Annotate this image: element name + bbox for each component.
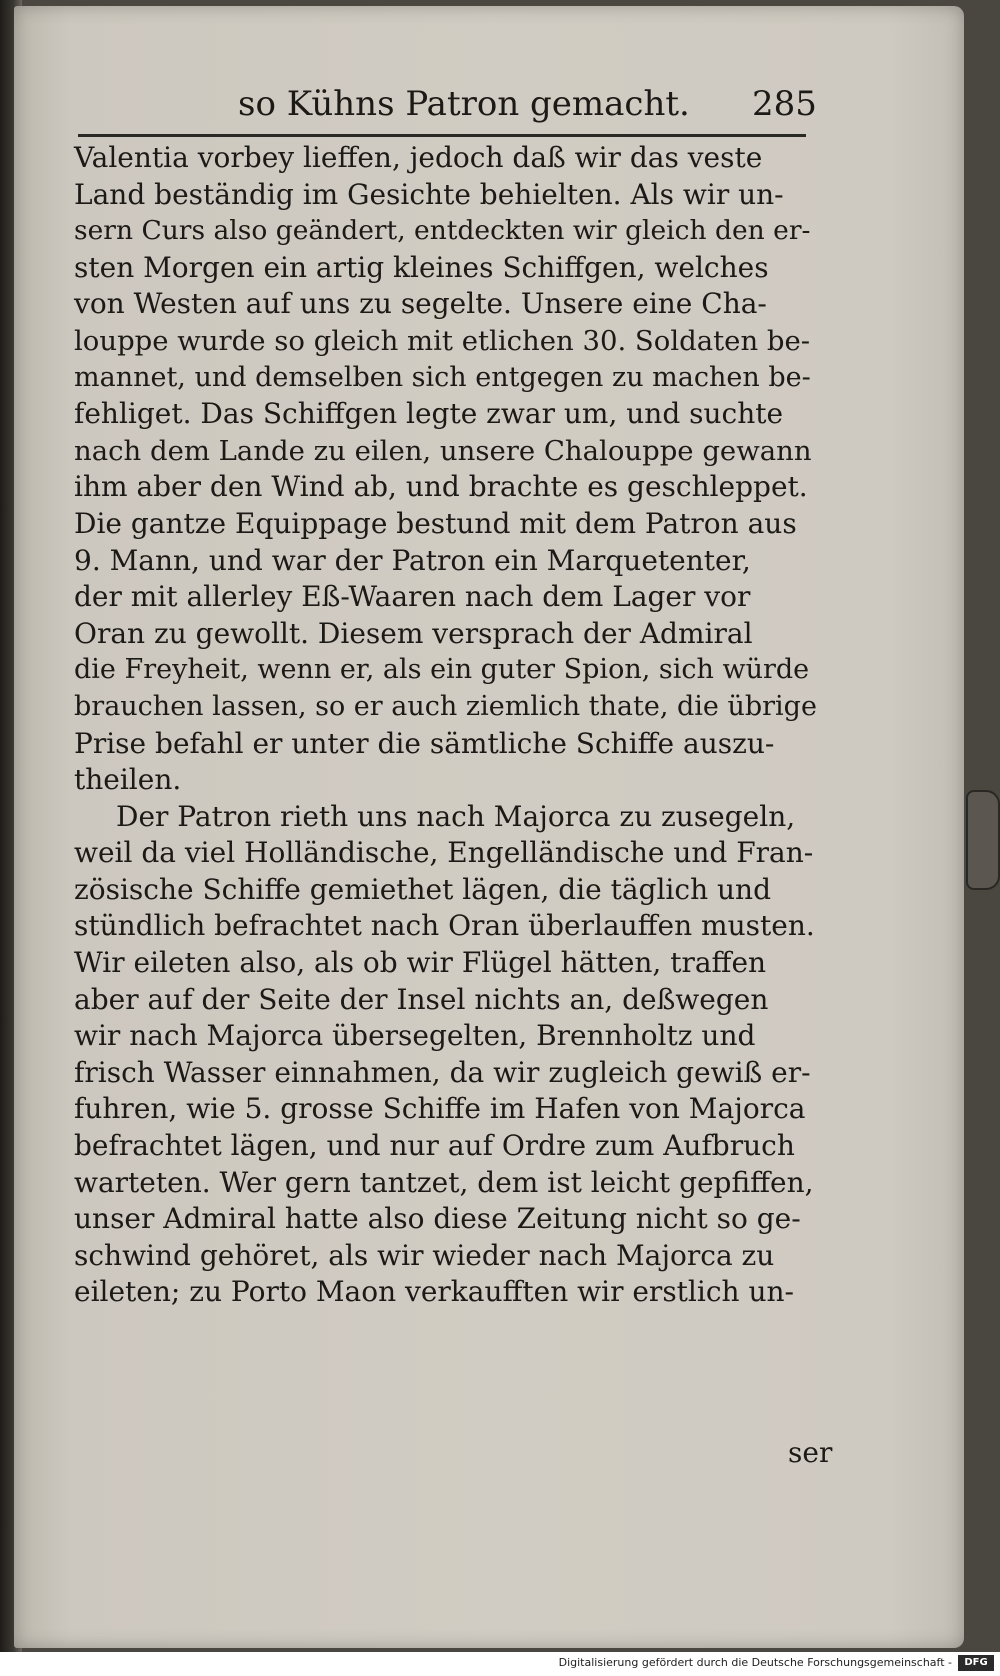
- text-line: [74, 323, 822, 360]
- text-line-content: befrachtet lägen, und nur auf Ordre zum Aufbruch: [74, 1129, 795, 1163]
- text-line-content: Die gantze Equippage bestund mit dem Patron aus: [74, 506, 797, 540]
- text-line: [74, 286, 822, 323]
- text-line-content: aber auf der Seite der Insel nichts an, deßwegen: [74, 982, 769, 1016]
- text-line: [74, 1091, 822, 1128]
- text-line-content: wir nach Majorca übersegelten, Brennholtz und: [74, 1019, 756, 1053]
- running-title: so Kühns Patron gemacht.: [238, 84, 690, 124]
- text-line-content: Prise befahl er unter die sämtliche Schiffe auszu-: [74, 726, 775, 760]
- text-line: [74, 1238, 822, 1275]
- funding-credit: Digitalisierung gefördert durch die Deutsche Forschungsgemeinschaft -: [558, 1656, 952, 1669]
- text-line: [74, 177, 822, 214]
- header-rule: [78, 134, 806, 137]
- text-line-content: mannet, und demselben sich entgegen zu machen be-: [74, 361, 811, 393]
- text-line-content: Wir eileten also, als ob wir Flügel hätten, traffen: [74, 946, 767, 980]
- text-line-content: sten Morgen ein artig kleines Schiffgen, welches: [74, 250, 769, 284]
- text-line-content: louppe wurde so gleich mit etlichen 30. Soldaten be-: [74, 324, 811, 357]
- text-line-content: unser Admiral hatte also diese Zeitung nicht so ge-: [74, 1202, 801, 1236]
- text-line-content: eileten; zu Porto Maon verkaufften wir erstlich un-: [74, 1275, 794, 1309]
- text-line-content: warteten. Wer gern tantzet, dem ist leicht gepfiffen,: [74, 1165, 814, 1199]
- text-line: [74, 1128, 822, 1165]
- text-line-content: sern Curs also geändert, entdeckten wir gleich den er-: [74, 215, 811, 247]
- text-line-content: die Freyheit, wenn er, als ein guter Spion, sich würde: [74, 654, 810, 686]
- page-header: [210, 84, 817, 130]
- text-line-content: 9. Mann, und war der Patron ein Marquetenter,: [74, 543, 751, 577]
- text-line-content: fehliget. Das Schiffgen legte zwar um, und suchte: [74, 397, 784, 431]
- text-line: [74, 469, 822, 506]
- text-line: [74, 652, 822, 689]
- text-line: [74, 1274, 822, 1311]
- text-line: [74, 1201, 822, 1238]
- text-line-content: Der Patron rieth uns nach Majorca zu zusegeln,: [116, 799, 796, 833]
- text-line-content: frisch Wasser einnahmen, da wir zugleich gewiß er-: [74, 1055, 811, 1089]
- footer-bar: [0, 1652, 1000, 1676]
- text-line: [74, 945, 822, 982]
- body-text: [74, 140, 822, 1311]
- text-line: [74, 543, 822, 580]
- text-line-content: nach dem Lande zu eilen, unsere Chalouppe gewann: [74, 434, 812, 467]
- text-line: [74, 360, 822, 397]
- text-line-content: der mit allerley Eß-Waaren nach dem Lager vor: [74, 580, 751, 614]
- text-line: [74, 213, 822, 250]
- text-line: [74, 1165, 822, 1202]
- page-clip: [966, 790, 1000, 890]
- text-line-content: ihm aber den Wind ab, und brachte es geschleppet.: [74, 470, 808, 504]
- text-line-content: zösische Schiffe gemiethet lägen, die täglich und: [74, 872, 771, 906]
- text-line: [74, 689, 822, 726]
- text-line-content: stündlich befrachtet nach Oran überlauffen musten.: [74, 909, 815, 943]
- text-line: [74, 1055, 822, 1092]
- text-line-content: Oran zu gewollt. Diesem versprach der Admiral: [74, 616, 753, 650]
- text-line-content: theilen.: [74, 763, 182, 797]
- text-line: [74, 250, 822, 287]
- text-line: [74, 872, 822, 909]
- text-line-content: Land beständig im Gesichte behielten. Als wir un-: [74, 177, 784, 211]
- text-line: [74, 396, 822, 433]
- text-line-content: brauchen lassen, so er auch ziemlich thate, die übrige: [74, 690, 817, 722]
- text-line: [74, 506, 822, 543]
- text-line: [74, 799, 822, 836]
- text-line: [74, 433, 822, 470]
- dfg-logo: DFG: [958, 1655, 994, 1671]
- text-line-content: fuhren, wie 5. grosse Schiffe im Hafen von Majorca: [74, 1092, 806, 1126]
- text-line-content: schwind gehöret, als wir wieder nach Majorca zu: [74, 1238, 775, 1272]
- text-line: [74, 908, 822, 945]
- text-line-content: Valentia vorbey lieffen, jedoch daß wir das veste: [74, 141, 763, 174]
- text-line: [74, 982, 822, 1019]
- text-line: [74, 616, 822, 653]
- text-line-content: von Westen auf uns zu segelte. Unsere eine Cha-: [74, 287, 767, 321]
- text-line-content: weil da viel Holländische, Engelländische und Fran-: [74, 836, 814, 870]
- text-line: [74, 762, 822, 799]
- page-number: 285: [752, 84, 817, 124]
- text-line: [74, 140, 822, 177]
- text-line: [74, 579, 822, 616]
- catchword: ser: [788, 1436, 833, 1469]
- text-line: [74, 1018, 822, 1055]
- text-line: [74, 835, 822, 872]
- text-line: [74, 726, 822, 763]
